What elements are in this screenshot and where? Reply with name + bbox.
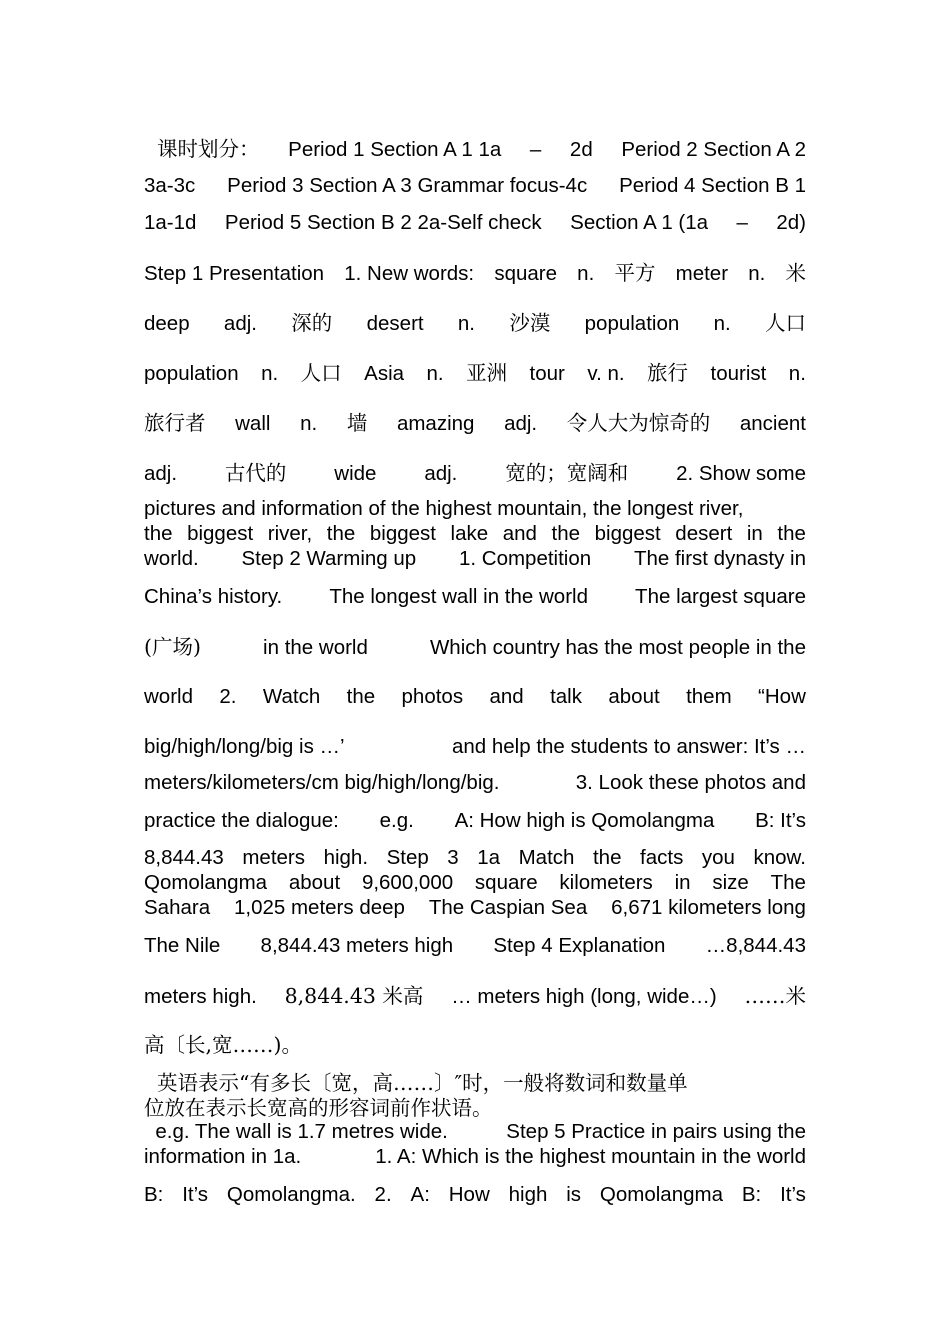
- text-segment: The Nile: [144, 934, 221, 957]
- text-segment: Period 2 Section A 2: [621, 138, 806, 161]
- text-segment: size: [712, 871, 749, 894]
- text-segment: 3a-3c: [144, 174, 196, 197]
- text-line: [144, 895, 806, 921]
- text-segment: 宽的；宽阔和: [505, 461, 629, 485]
- text-line: [144, 734, 806, 760]
- text-line: [144, 1095, 806, 1121]
- text-segment: The Caspian Sea: [428, 896, 588, 919]
- text-segment: kilometers: [559, 871, 653, 894]
- text-segment: 米: [785, 261, 806, 285]
- text-segment: population: [584, 312, 680, 335]
- text-segment: photos: [401, 685, 464, 708]
- text-segment: the: [592, 846, 622, 869]
- text-line: [144, 1032, 806, 1058]
- text-segment: desert: [366, 312, 424, 335]
- text-segment: Qomolangma.: [226, 1183, 356, 1206]
- text-segment: tourist: [710, 362, 767, 385]
- text-segment: 高〔长,宽……)。: [144, 1033, 303, 1057]
- text-segment: desert: [675, 522, 733, 545]
- text-line: [144, 260, 806, 287]
- text-segment: …8,844.43: [705, 934, 806, 957]
- text-segment: biggest: [594, 522, 661, 545]
- text-segment: 8,844.43: [144, 846, 224, 869]
- text-line: [144, 770, 806, 796]
- text-segment: adj.: [424, 462, 458, 485]
- text-line: [144, 1070, 806, 1096]
- text-segment: 旅行: [647, 361, 689, 385]
- text-segment: 1a-1d: [144, 211, 197, 234]
- text-segment: 1a: [477, 846, 501, 869]
- text-segment: B: It’s: [755, 809, 806, 832]
- text-segment: the: [144, 522, 173, 545]
- text-line: [144, 1119, 806, 1145]
- text-segment: population: [144, 362, 239, 385]
- text-segment: high.: [323, 846, 369, 869]
- text-segment: n.: [748, 262, 766, 285]
- text-line: [144, 1144, 806, 1170]
- text-segment: 8,844.43 meters high: [260, 934, 454, 957]
- text-segment: Step 5 Practice in pairs using the: [506, 1120, 806, 1143]
- text-segment: meters high.: [144, 985, 257, 1008]
- text-segment: 人口: [300, 361, 342, 385]
- text-segment: meters/kilometers/cm big/high/long/big.: [144, 771, 500, 794]
- text-segment: 旅行者: [144, 411, 206, 435]
- text-segment: Period 5 Section B 2 2a-Self check: [224, 211, 542, 234]
- text-segment: 沙漠: [509, 311, 551, 335]
- text-segment: The longest wall in the world: [329, 585, 588, 608]
- text-segment: v. n.: [587, 362, 625, 385]
- text-segment: Period 1 Section A 1 1a: [288, 138, 502, 161]
- text-segment: practice the dialogue:: [144, 809, 339, 832]
- text-segment: river,: [267, 522, 313, 545]
- text-line: [144, 634, 806, 661]
- text-segment: 墙: [346, 411, 368, 435]
- text-segment: 2. Show some: [676, 462, 806, 485]
- text-line: [144, 684, 806, 710]
- text-segment: the: [346, 685, 376, 708]
- text-segment: Step 1 Presentation: [144, 262, 325, 285]
- text-segment: 1. A: Which is the highest mountain in the world: [375, 1145, 806, 1168]
- text-segment: in: [746, 522, 763, 545]
- text-segment: meter: [675, 262, 729, 285]
- text-segment: 3: [447, 846, 459, 869]
- text-segment: square: [474, 871, 538, 894]
- text-segment: and: [489, 685, 524, 708]
- text-segment: and help the students to answer: It’s …: [451, 735, 806, 758]
- text-line: [144, 845, 806, 871]
- text-segment: n.: [426, 362, 444, 385]
- text-segment: Qomolangma: [144, 871, 268, 894]
- text-line: [144, 808, 806, 834]
- text-segment: adj.: [144, 462, 178, 485]
- text-segment: 亚洲: [466, 361, 508, 385]
- text-segment: 深的: [291, 311, 333, 335]
- text-segment: 2.: [374, 1183, 392, 1206]
- text-segment: pictures and information of the highest mountain, the longest river,: [144, 497, 744, 520]
- text-line: [144, 136, 806, 163]
- text-segment: 1,025 meters deep: [233, 896, 405, 919]
- text-segment: The: [770, 871, 806, 894]
- text-segment: in the world: [263, 636, 368, 659]
- text-segment: wide: [334, 462, 377, 485]
- text-line: [144, 310, 806, 337]
- text-segment: “How: [758, 685, 806, 708]
- text-segment: 1. New words:: [344, 262, 475, 285]
- text-segment: 2.: [219, 685, 237, 708]
- text-segment: high: [508, 1183, 548, 1206]
- text-segment: 9,600,000: [361, 871, 454, 894]
- text-segment: lake: [450, 522, 489, 545]
- text-line: [144, 983, 806, 1010]
- text-segment: n.: [300, 412, 318, 435]
- text-segment: A: How high is Qomolangma: [454, 809, 715, 832]
- text-segment: 令人大为惊奇的: [566, 411, 711, 435]
- text-segment: Step 4 Explanation: [493, 934, 666, 957]
- text-segment: biggest: [187, 522, 254, 545]
- text-segment: in: [674, 871, 691, 894]
- text-segment: tour: [529, 362, 565, 385]
- text-segment: the: [326, 522, 356, 545]
- text-segment: square: [494, 262, 557, 285]
- text-segment: biggest: [369, 522, 436, 545]
- text-line: [144, 546, 806, 572]
- text-segment: –: [736, 211, 748, 234]
- text-segment: the: [777, 522, 806, 545]
- text-segment: world.: [144, 547, 199, 570]
- text-segment: n.: [457, 312, 476, 335]
- text-segment: ancient: [739, 412, 806, 435]
- text-segment: It’s: [780, 1183, 806, 1206]
- text-segment: Watch: [262, 685, 321, 708]
- text-segment: adj.: [504, 412, 538, 435]
- text-segment: 1. Competition: [458, 547, 592, 570]
- text-segment: B:: [741, 1183, 762, 1206]
- text-segment: deep: [144, 312, 190, 335]
- text-segment: 英语表示“有多长〔宽，高……〕″时，一般将数词和数量单: [144, 1071, 688, 1095]
- text-segment: 古代的: [224, 461, 287, 485]
- text-segment: Step: [386, 846, 429, 869]
- text-line: [144, 933, 806, 959]
- text-segment: e.g. The wall is 1.7 metres wide.: [144, 1120, 448, 1143]
- text-segment: The largest square: [635, 585, 806, 608]
- text-segment: Section A 1 (1a: [570, 211, 709, 234]
- text-line: [144, 173, 806, 199]
- text-segment: meters: [242, 846, 306, 869]
- text-segment: Asia: [364, 362, 405, 385]
- text-segment: n.: [577, 262, 595, 285]
- text-segment: ……米: [744, 984, 806, 1008]
- text-segment: adj.: [223, 312, 257, 335]
- text-segment: about: [608, 685, 660, 708]
- text-segment: –: [529, 138, 542, 161]
- text-segment: 位放在表示长宽高的形容词前作状语。: [144, 1096, 493, 1120]
- text-segment: … meters high (long, wide…): [451, 985, 717, 1008]
- text-segment: (广场): [144, 635, 201, 659]
- text-segment: 平方: [614, 261, 656, 285]
- text-segment: 课时划分：: [144, 137, 260, 161]
- text-segment: n.: [788, 362, 806, 385]
- text-line: [144, 410, 806, 437]
- text-segment: 8,844.43 米高: [284, 984, 424, 1008]
- text-segment: them: [686, 685, 732, 708]
- text-segment: How: [448, 1183, 490, 1206]
- text-line: [144, 1182, 806, 1208]
- text-segment: you: [701, 846, 735, 869]
- text-segment: Which country has the most people in the: [429, 636, 806, 659]
- text-segment: Match: [518, 846, 575, 869]
- text-line: [144, 521, 806, 547]
- text-segment: amazing: [396, 412, 475, 435]
- text-segment: e.g.: [379, 809, 414, 832]
- text-segment: Step 2 Warming up: [241, 547, 417, 570]
- text-segment: n.: [713, 312, 731, 335]
- text-segment: B:: [144, 1183, 164, 1206]
- text-segment: 3. Look these photos and: [575, 771, 806, 794]
- text-segment: A:: [410, 1183, 430, 1206]
- text-segment: big/high/long/big is …’: [144, 735, 345, 758]
- text-segment: Qomolangma: [599, 1183, 723, 1206]
- text-line: [144, 360, 806, 387]
- text-line: [144, 496, 806, 522]
- text-line: [144, 210, 806, 236]
- text-segment: 6,671 kilometers long: [611, 896, 806, 919]
- text-line: [144, 584, 806, 610]
- text-segment: China’s history.: [144, 585, 283, 608]
- text-segment: about: [288, 871, 341, 894]
- text-segment: is: [566, 1183, 582, 1206]
- text-segment: world: [144, 685, 193, 708]
- text-segment: talk: [550, 685, 582, 708]
- text-segment: Sahara: [144, 896, 211, 919]
- text-segment: 人口: [765, 311, 806, 335]
- text-segment: Period 4 Section B 1: [619, 174, 806, 197]
- text-segment: and: [502, 522, 537, 545]
- text-line: [144, 870, 806, 896]
- text-segment: the: [551, 522, 581, 545]
- text-segment: The first dynasty in: [633, 547, 806, 570]
- text-segment: facts: [640, 846, 684, 869]
- text-segment: n.: [261, 362, 279, 385]
- text-segment: Period 3 Section A 3 Grammar focus-4c: [227, 174, 588, 197]
- text-segment: wall: [235, 412, 271, 435]
- text-segment: 2d): [776, 211, 806, 234]
- text-segment: know.: [753, 846, 806, 869]
- text-segment: 2d: [569, 138, 593, 161]
- text-segment: information in 1a.: [144, 1145, 302, 1168]
- text-line: [144, 460, 806, 487]
- text-segment: It’s: [182, 1183, 209, 1206]
